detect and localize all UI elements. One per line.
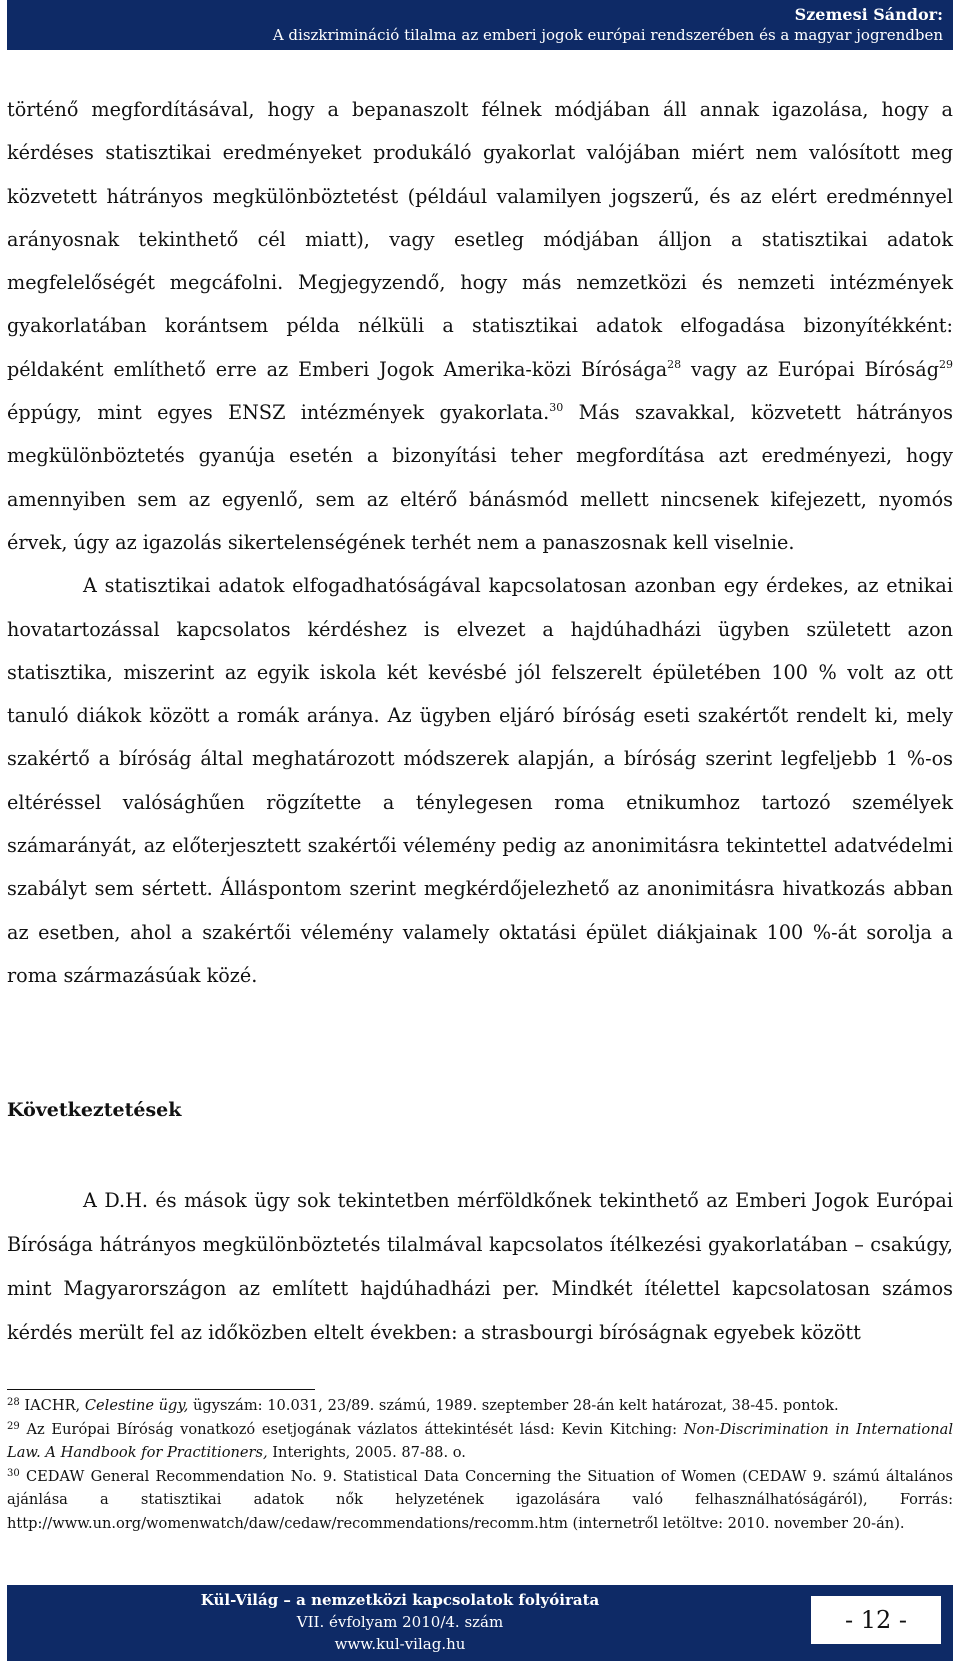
footnote-29-italic: Non-Discrimination in International Law. A Handbook for Practitioners, bbox=[7, 1420, 953, 1461]
footnote-28 bbox=[7, 1394, 953, 1418]
conclusion-paragraph: A D.H. és mások ügy sok tekintetben mérföldkőnek tekinthető az Emberi Jogok Európai Bírósága hátrányos megkülönböztetés tilalmával kapcsolatos ítélkezési gyakorlatában – csakúgy, mint Magyarországon az említett hajdúhadházi per. Mindkét ítélettel kapcsolatosan számos kérdés merült fel az időközben eltelt években: a strasbourgi bíróságnak egyebek között bbox=[7, 1189, 953, 1344]
page-header bbox=[7, 0, 953, 50]
footer-issue: VII. évfolyam 2010/4. szám bbox=[296, 1613, 504, 1631]
footer-website[interactable]: www.kul-vilag.hu bbox=[334, 1635, 466, 1653]
page-number: - 12 - bbox=[811, 1596, 941, 1644]
footnotes bbox=[7, 1394, 953, 1535]
footnote-29 bbox=[7, 1418, 953, 1465]
footnote-ref-29[interactable]: 29 bbox=[939, 357, 953, 371]
footer-info bbox=[7, 1589, 793, 1655]
paragraph-1 bbox=[7, 88, 953, 564]
footnote-30-text: CEDAW General Recommendation No. 9. Statistical Data Concerning the Situation of Women (CEDAW 9. számú általános ajánlása a statisztikai adatok nők helyzetének igazolására való felhasználhatóságáról), Forrás: http://www.un.org/womenwatch/daw/cedaw/recommendations/recomm.htm (internetről letöltve: 2010. november 20-án). bbox=[7, 1467, 953, 1532]
footnote-ref-28[interactable]: 28 bbox=[667, 357, 682, 371]
footnote-29-number: 29 bbox=[7, 1420, 20, 1432]
footnote-30 bbox=[7, 1465, 953, 1536]
footnote-29-pre: Az Európai Bíróság vonatkozó esetjogának vázlatos áttekintését lásd: Kevin Kitching: bbox=[19, 1420, 684, 1438]
footnote-ref-30[interactable]: 30 bbox=[549, 401, 564, 415]
footnote-28-italic: Celestine ügy, bbox=[84, 1397, 189, 1414]
paragraph-1-part-c: éppúgy, mint egyes ENSZ intézmények gyakorlata. bbox=[7, 401, 550, 425]
footnote-30-number: 30 bbox=[7, 1467, 20, 1479]
paragraph-2: A statisztikai adatok elfogadhatóságával kapcsolatosan azonban egy érdekes, az etnikai hovatartozással kapcsolatos kérdéshez is elvezet a hajdúhadházi ügyben született azon statisztika, miszerint az egyik iskola két kevésbé jól felszerelt épületében 100 % volt az ott tanuló diákok között a romák aránya. Az ügyben eljáró bíróság eseti szakértőt rendelt ki, mely szakértő a bíróság által meghatározott módszerek alapján, a bíróság szerint legfeljebb 1 %-os eltéréssel valósághűen rögzítette a ténylegesen roma etnikumhoz tartozó személyek számarányát, az előterjesztett szakértői vélemény pedig az anonimitásra tekintettel adatvédelmi szabályt sem sértett. Álláspontom szerint megkérdőjelezhető az anonimitásra hivatkozás abban az esetben, ahol a szakértői vélemény valamely oktatási épület diákjainak 100 %-át sorolja a roma származásúak közé. bbox=[7, 574, 953, 987]
paragraph-1-part-d: Más szavakkal, közvetett hátrányos megkülönböztetés gyanúja esetén a bizonyítási teher megfordítása azt eredményezi, hogy amennyiben sem az egyenlő, sem az eltérő bánásmód mellett nincsenek kifejezett, nyomós érvek, úgy az igazolás sikertelenségének terhét nem a panaszosnak kell viselnie. bbox=[7, 401, 953, 554]
footnote-29-post: Interights, 2005. 87-88. o. bbox=[267, 1444, 466, 1461]
page-footer bbox=[7, 1585, 953, 1661]
footnote-28-number: 28 bbox=[7, 1397, 20, 1408]
footer-journal: Kül-Világ – a nemzetközi kapcsolatok folyóirata bbox=[200, 1591, 600, 1609]
section-heading: Következtetések bbox=[7, 1099, 182, 1121]
main-text bbox=[7, 88, 953, 997]
footnote-28-pre: IACHR, bbox=[19, 1397, 85, 1414]
conclusion-text bbox=[7, 1179, 953, 1355]
footnote-divider bbox=[7, 1389, 315, 1390]
paragraph-1-part-b: vagy az Európai Bíróság bbox=[681, 357, 939, 381]
header-author: Szemesi Sándor: bbox=[794, 5, 943, 24]
paragraph-1-part-a: történő megfordításával, hogy a bepanaszolt félnek módjában áll annak igazolása, hogy a kérdéses statisztikai eredményeket produkáló gyakorlat valójában miért nem valósított meg közvetett hátrányos megkülönböztetést (például valamilyen jogszerű, és az elért eredménnyel arányosnak tekinthető cél miatt), vagy esetleg módjában álljon a statisztikai adatok megfelelőségét megcáfolni. Megjegyzendő, hogy más nemzetközi és nemzeti intézmények gyakorlatában korántsem példa nélküli a statisztikai adatok elfogadása bizonyítékként: példaként említhető erre az Emberi Jogok Amerika-közi Bírósága bbox=[7, 98, 953, 381]
header-title: A diszkrimináció tilalma az emberi jogok európai rendszerében és a magyar jogrendben bbox=[272, 26, 943, 44]
footnote-28-post: ügyszám: 10.031, 23/89. számú, 1989. szeptember 28-án kelt határozat, 38-45. pontok. bbox=[188, 1397, 839, 1414]
